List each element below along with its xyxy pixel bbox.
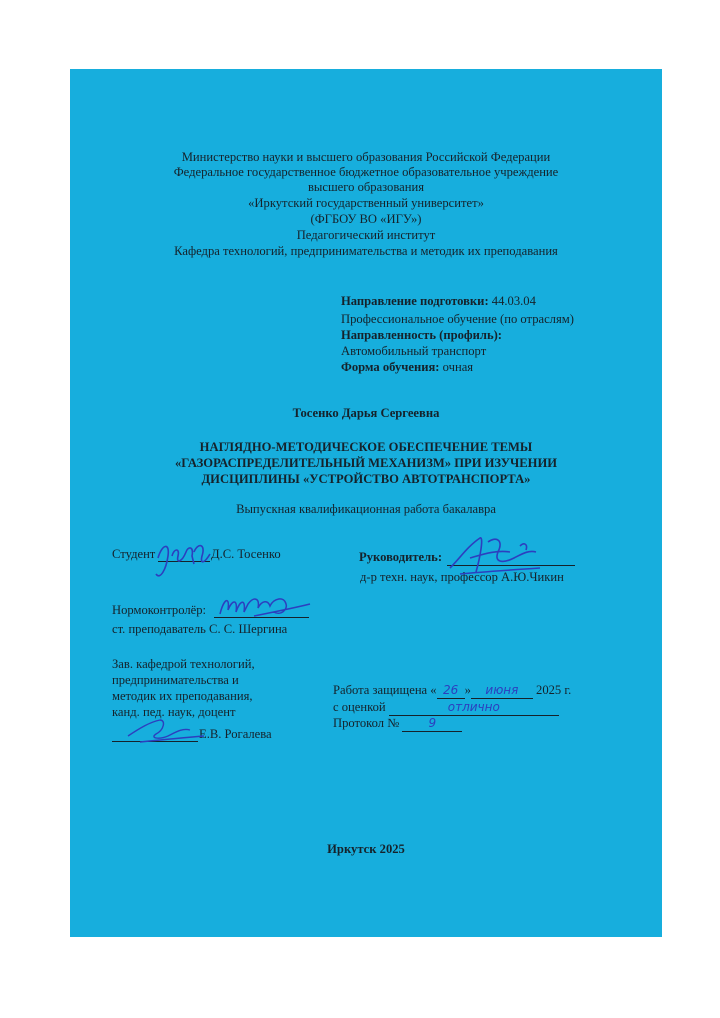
direction-code: 44.03.04	[488, 294, 536, 308]
defense-line: Работа защищена « 26 » июня 2025 г.	[333, 683, 572, 697]
department-name: Кафедра технологий, предпринимательства и методик их преподавания	[174, 244, 558, 258]
student-signature	[150, 534, 220, 584]
thesis-title-line-2: «ГАЗОРАСПРЕДЕЛИТЕЛЬНЫЙ МЕХАНИЗМ» ПРИ ИЗУЧЕНИИ	[174, 456, 558, 470]
head-position-line-1: Зав. кафедрой технологий,	[112, 657, 255, 671]
profile-label: Направленность (профиль):	[341, 328, 503, 342]
head-position-line-4: канд. пед. наук, доцент	[112, 705, 236, 719]
head-position-line-2: предпринимательства и	[112, 673, 239, 687]
protocol-number: 9	[402, 716, 462, 732]
defense-month: июня	[471, 683, 533, 699]
supervisor-label: Руководитель:	[359, 550, 443, 564]
normcontrol-signature	[214, 586, 314, 626]
direction-name: Профессиональное обучение (по отраслям)	[341, 312, 574, 326]
thesis-title-line-3: ДИСЦИПЛИНЫ «УСТРОЙСТВО АВТОТРАНСПОРТА»	[201, 472, 531, 486]
grade-value: отлично	[389, 700, 559, 716]
thesis-title-line-1: НАГЛЯДНО-МЕТОДИЧЕСКОЕ ОБЕСПЕЧЕНИЕ ТЕМЫ	[199, 440, 533, 454]
supervisor-name: д-р техн. наук, профессор А.Ю.Чикин	[360, 570, 564, 584]
profile-value: Автомобильный транспорт	[341, 344, 487, 358]
study-form-value: очная	[439, 360, 474, 374]
defense-day: 26	[437, 683, 465, 699]
protocol-label: Протокол №	[333, 716, 400, 730]
institution-type-line: Федеральное государственное бюджетное образовательное учреждение	[173, 165, 559, 179]
head-name: Е.В. Рогалева	[199, 727, 272, 741]
city-year: Иркутск 2025	[327, 842, 405, 856]
normcontrol-name: ст. преподаватель С. С. Шергина	[112, 622, 288, 636]
work-type: Выпускная квалификационная работа бакалавра	[236, 502, 496, 516]
institute-name: Педагогический институт	[296, 228, 436, 242]
study-form-label: Форма обучения:	[341, 360, 440, 374]
head-signature	[120, 710, 210, 746]
supervisor-signature	[440, 528, 560, 588]
direction-label: Направление подготовки:	[341, 294, 489, 308]
ministry-line: Министерство науки и высшего образования Российской Федерации	[181, 150, 551, 164]
university-abbr: (ФГБОУ ВО «ИГУ»)	[310, 212, 422, 226]
defense-year: 2025 г.	[532, 683, 572, 697]
defense-label: Работа защищена «	[333, 683, 437, 697]
protocol-line	[333, 716, 462, 732]
grade-label: с оценкой	[333, 700, 386, 714]
student-label: Студент	[112, 547, 156, 561]
head-position-line-3: методик их преподавания,	[112, 689, 253, 703]
normcontrol-label: Нормоконтролёр:	[112, 603, 207, 617]
grade-line	[333, 700, 559, 716]
student-name: Д.С. Тосенко	[211, 547, 281, 561]
study-form-line	[341, 360, 473, 375]
education-level-line: высшего образования	[307, 180, 424, 194]
direction-line	[341, 294, 536, 309]
university-name: «Иркутский государственный университет»	[248, 196, 484, 210]
author-name: Тосенко Дарья Сергеевна	[292, 406, 440, 420]
